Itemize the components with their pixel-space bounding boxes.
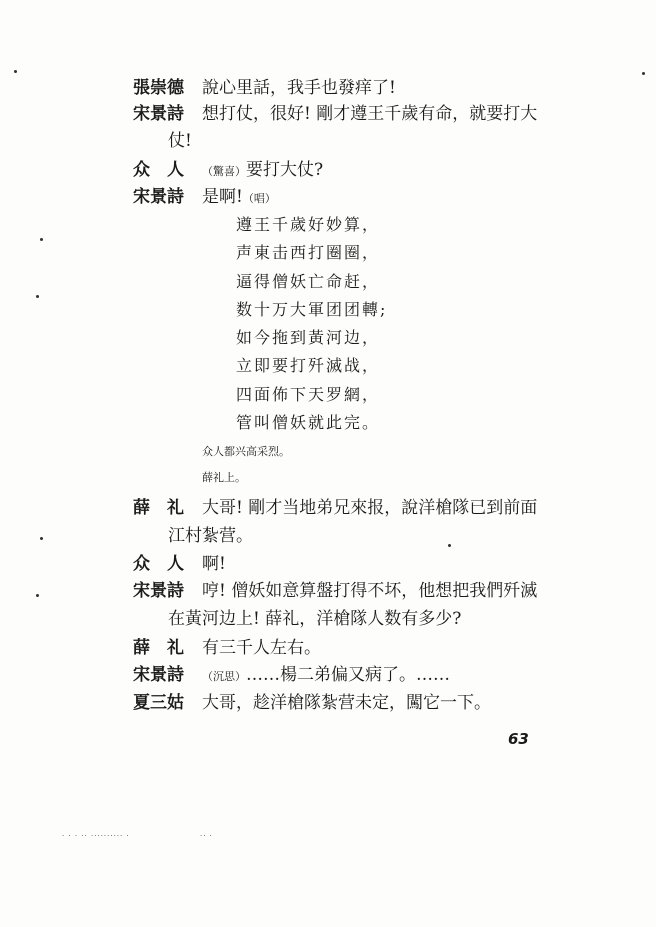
dialogue-body: 是啊! bbox=[202, 187, 243, 207]
speaker-name: 張崇德 bbox=[133, 78, 184, 98]
scan-speck bbox=[36, 594, 39, 597]
scan-speck bbox=[36, 295, 39, 298]
verse-line: 数十万大軍团团轉; bbox=[236, 300, 388, 319]
speaker-name: 宋景詩 bbox=[133, 665, 184, 685]
dialogue-body: 要打大仗? bbox=[246, 160, 324, 180]
dialogue-body: ……楊二弟偏又病了。…… bbox=[246, 665, 450, 685]
dialogue-text: 哼! 僧妖如意算盤打得不坏，他想把我們歼滅 bbox=[202, 581, 538, 601]
scan-speck bbox=[642, 72, 645, 75]
speaker-name: 众 人 bbox=[133, 160, 184, 180]
speaker-name: 宋景詩 bbox=[133, 104, 184, 124]
dialogue-text: 仗! bbox=[168, 131, 192, 151]
scan-speck bbox=[448, 544, 451, 547]
speaker-name: 宋景詩 bbox=[133, 581, 184, 601]
dialogue-text: 江村紮营。 bbox=[168, 526, 253, 546]
dialogue-text bbox=[202, 159, 323, 183]
dialogue-text: 大哥! 剛才当地弟兄來报，說洋槍隊已到前面 bbox=[202, 498, 538, 518]
speaker-name: 薛 礼 bbox=[133, 498, 184, 518]
dialogue-text: 大哥，趁洋槍隊紮营未定，闖它一下。 bbox=[202, 693, 491, 713]
speaker-name: 夏三姑 bbox=[133, 693, 184, 713]
scan-speck bbox=[40, 537, 43, 540]
stage-direction: （沉思） bbox=[202, 670, 246, 683]
verse-line: 如今拖到黃河边， bbox=[236, 328, 381, 347]
stage-direction: （唱） bbox=[242, 192, 276, 205]
verse-line: 立即要打歼滅战， bbox=[236, 356, 381, 375]
speaker-name: 众 人 bbox=[133, 554, 184, 574]
scan-speck bbox=[40, 238, 43, 241]
stage-direction: （驚喜） bbox=[202, 165, 246, 178]
dialogue-text bbox=[202, 186, 276, 210]
dialogue-text: 啊! bbox=[202, 554, 226, 574]
scan-speck bbox=[14, 70, 17, 73]
verse-line: 遵王千歲好妙算， bbox=[236, 215, 381, 234]
scan-noise: ·· · bbox=[200, 832, 213, 840]
verse-line: 逼得僧妖亡命赶， bbox=[236, 272, 381, 291]
dialogue-text: 想打仗，很好! 剛才遵王千歲有命，就要打大 bbox=[202, 104, 538, 124]
speaker-name: 薛 礼 bbox=[133, 638, 184, 658]
speaker-name: 宋景詩 bbox=[133, 187, 184, 207]
dialogue-text: 有三千人左右。 bbox=[202, 638, 321, 658]
dialogue-text: 說心里話，我手也發痒了! bbox=[202, 78, 396, 98]
verse-line: 四面佈下天罗網， bbox=[236, 385, 381, 404]
dialogue-text: 在黃河边上! 薛礼，洋槍隊人数有多少? bbox=[168, 609, 462, 629]
scan-noise: · · · ·· ·········· · bbox=[62, 832, 130, 840]
verse-line: 管叫僧妖就此完。 bbox=[236, 413, 381, 432]
dialogue-text bbox=[202, 664, 450, 688]
stage-direction: 众人都兴高采烈。 bbox=[202, 445, 290, 458]
verse-line: 声東击西打圈圈， bbox=[236, 243, 381, 262]
page-number: 63 bbox=[508, 730, 529, 748]
stage-direction: 薛礼上。 bbox=[202, 471, 246, 484]
